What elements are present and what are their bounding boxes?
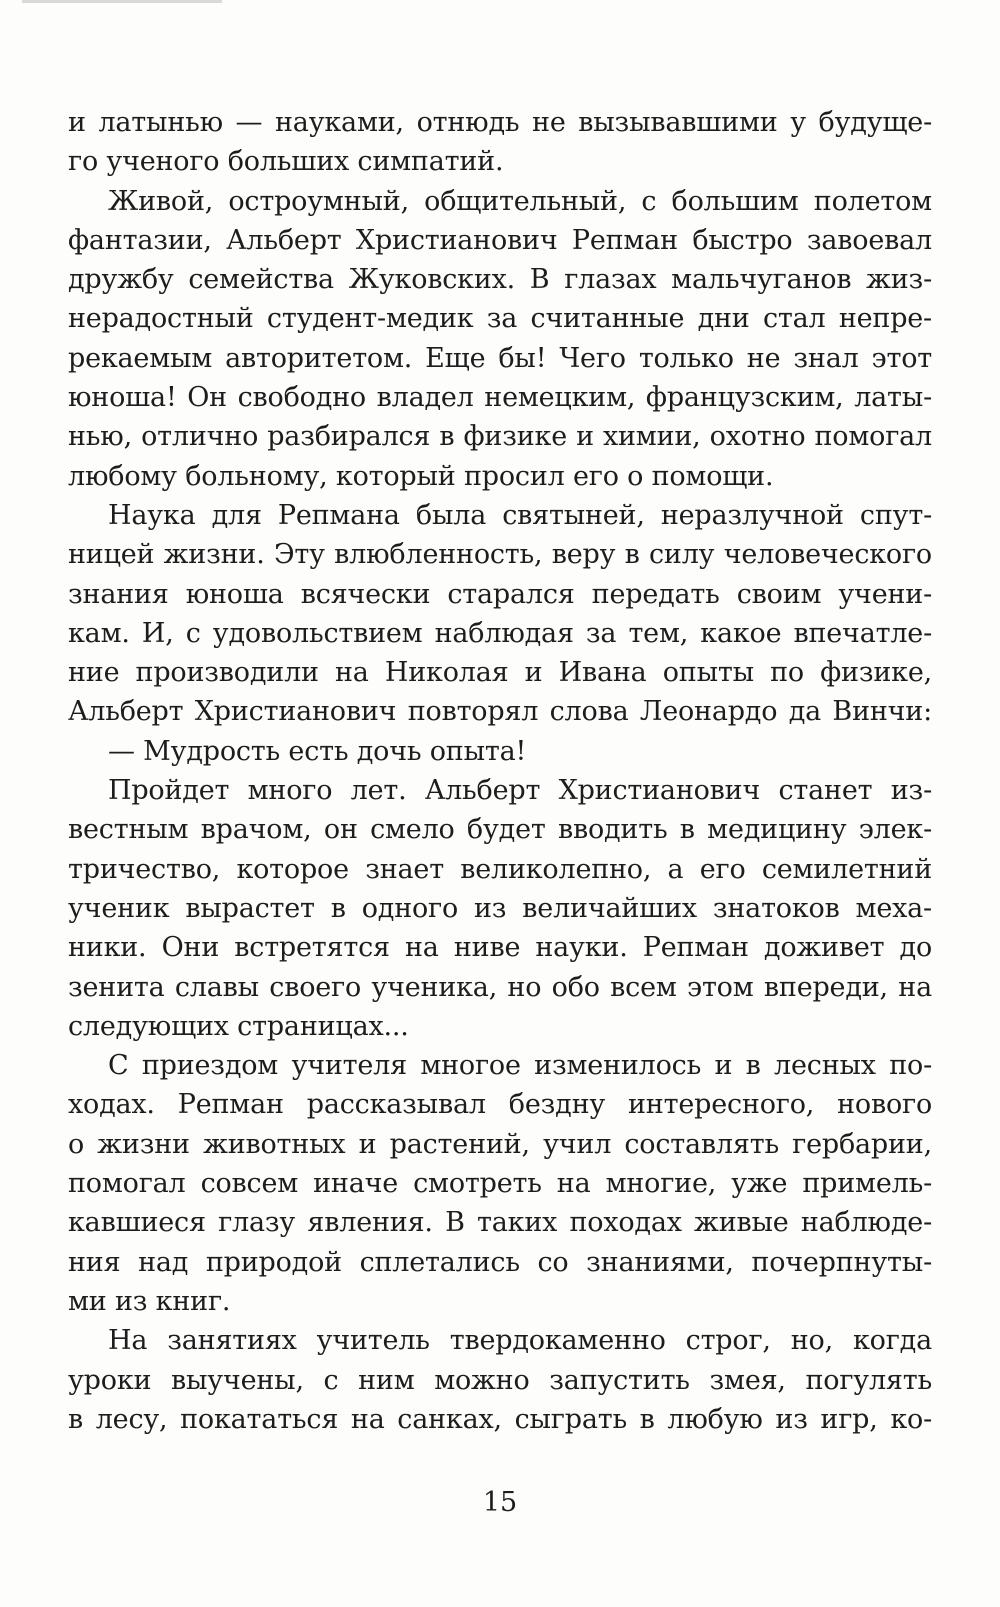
top-edge-rule <box>22 0 222 3</box>
text-line: — Мудрость есть дочь опыта! <box>108 735 527 767</box>
text-line: На занятиях учитель твердокаменно строг, но, когда <box>108 1325 932 1357</box>
text-line: в лесу, покататься на санках, сыграть в любую из игр, ко- <box>68 1403 932 1435</box>
text-line: и латынью — науками, отнюдь не вызывавшими у будуще- <box>68 107 932 138</box>
text-line: ние производили на Николая и Ивана опыты по физике, <box>68 657 932 689</box>
text-line: С приездом учителя многое изменилось и в лесных по- <box>108 1050 932 1082</box>
text-line: знания юноша всячески старался передать своим учени- <box>68 578 932 610</box>
text-line: ми из книг. <box>68 1285 231 1317</box>
text-line: нью, отлично разбирался в физике и химии, охотно помогал <box>68 421 932 453</box>
text-line: ницей жизни. Эту влюбленность, веру в силу человеческого <box>68 539 932 571</box>
text-line: рекаемым авторитетом. Еще бы! Чего только не знал этот <box>68 342 932 374</box>
text-line: фантазии, Альберт Христианович Репман быстро завоевал <box>68 224 932 256</box>
text-line: го ученого больших симпатий. <box>68 146 504 178</box>
text-line: Альберт Христианович повторял слова Леонардо да Винчи: <box>68 696 932 728</box>
text-line: юноша! Он свободно владел немецким, французским, латы- <box>68 382 932 414</box>
text-line: кавшиеся глазу явления. В таких походах живые наблюде- <box>68 1207 932 1239</box>
text-line: тричество, которое знает великолепно, а его семилетний <box>68 853 932 885</box>
text-line: Наука для Репмана была святыней, неразлучной спут- <box>108 499 932 531</box>
text-line: помогал совсем иначе смотреть на многие, уже примель- <box>68 1168 932 1200</box>
text-line: Живой, остроумный, общительный, с большим полетом <box>108 185 932 217</box>
text-line: о жизни животных и растений, учил составлять гербарии, <box>68 1128 932 1160</box>
text-line: любому больному, который просил его о помощи. <box>68 460 774 492</box>
page-number: 15 <box>482 1487 518 1518</box>
text-line: вестным врачом, он смело будет вводить в медицину элек- <box>68 814 932 846</box>
text-line: ученик вырастет в одного из величайших знатоков меха- <box>68 892 932 924</box>
text-line: Пройдет много лет. Альберт Христианович станет из- <box>108 775 932 807</box>
text-line: уроки выучены, с ним можно запустить змея, погулять <box>68 1364 932 1396</box>
text-line: следующих страницах... <box>68 1010 409 1042</box>
text-line: кам. И, с удовольствием наблюдая за тем, какое впечатле- <box>68 617 932 649</box>
text-line: ния над природой сплетались со знаниями, почерпнуты- <box>68 1246 932 1278</box>
text-line: дружбу семейства Жуковских. В глазах мальчуганов жиз- <box>68 264 932 296</box>
body-text <box>68 103 932 1439</box>
text-line: ники. Они встретятся на ниве науки. Репман доживет до <box>68 932 932 964</box>
text-line: зенита славы своего ученика, но обо всем этом впереди, на <box>68 971 932 1003</box>
text-line: нерадостный студент-медик за считанные дни стал непре- <box>68 303 932 335</box>
text-line: ходах. Репман рассказывал бездну интересного, нового <box>68 1089 932 1121</box>
